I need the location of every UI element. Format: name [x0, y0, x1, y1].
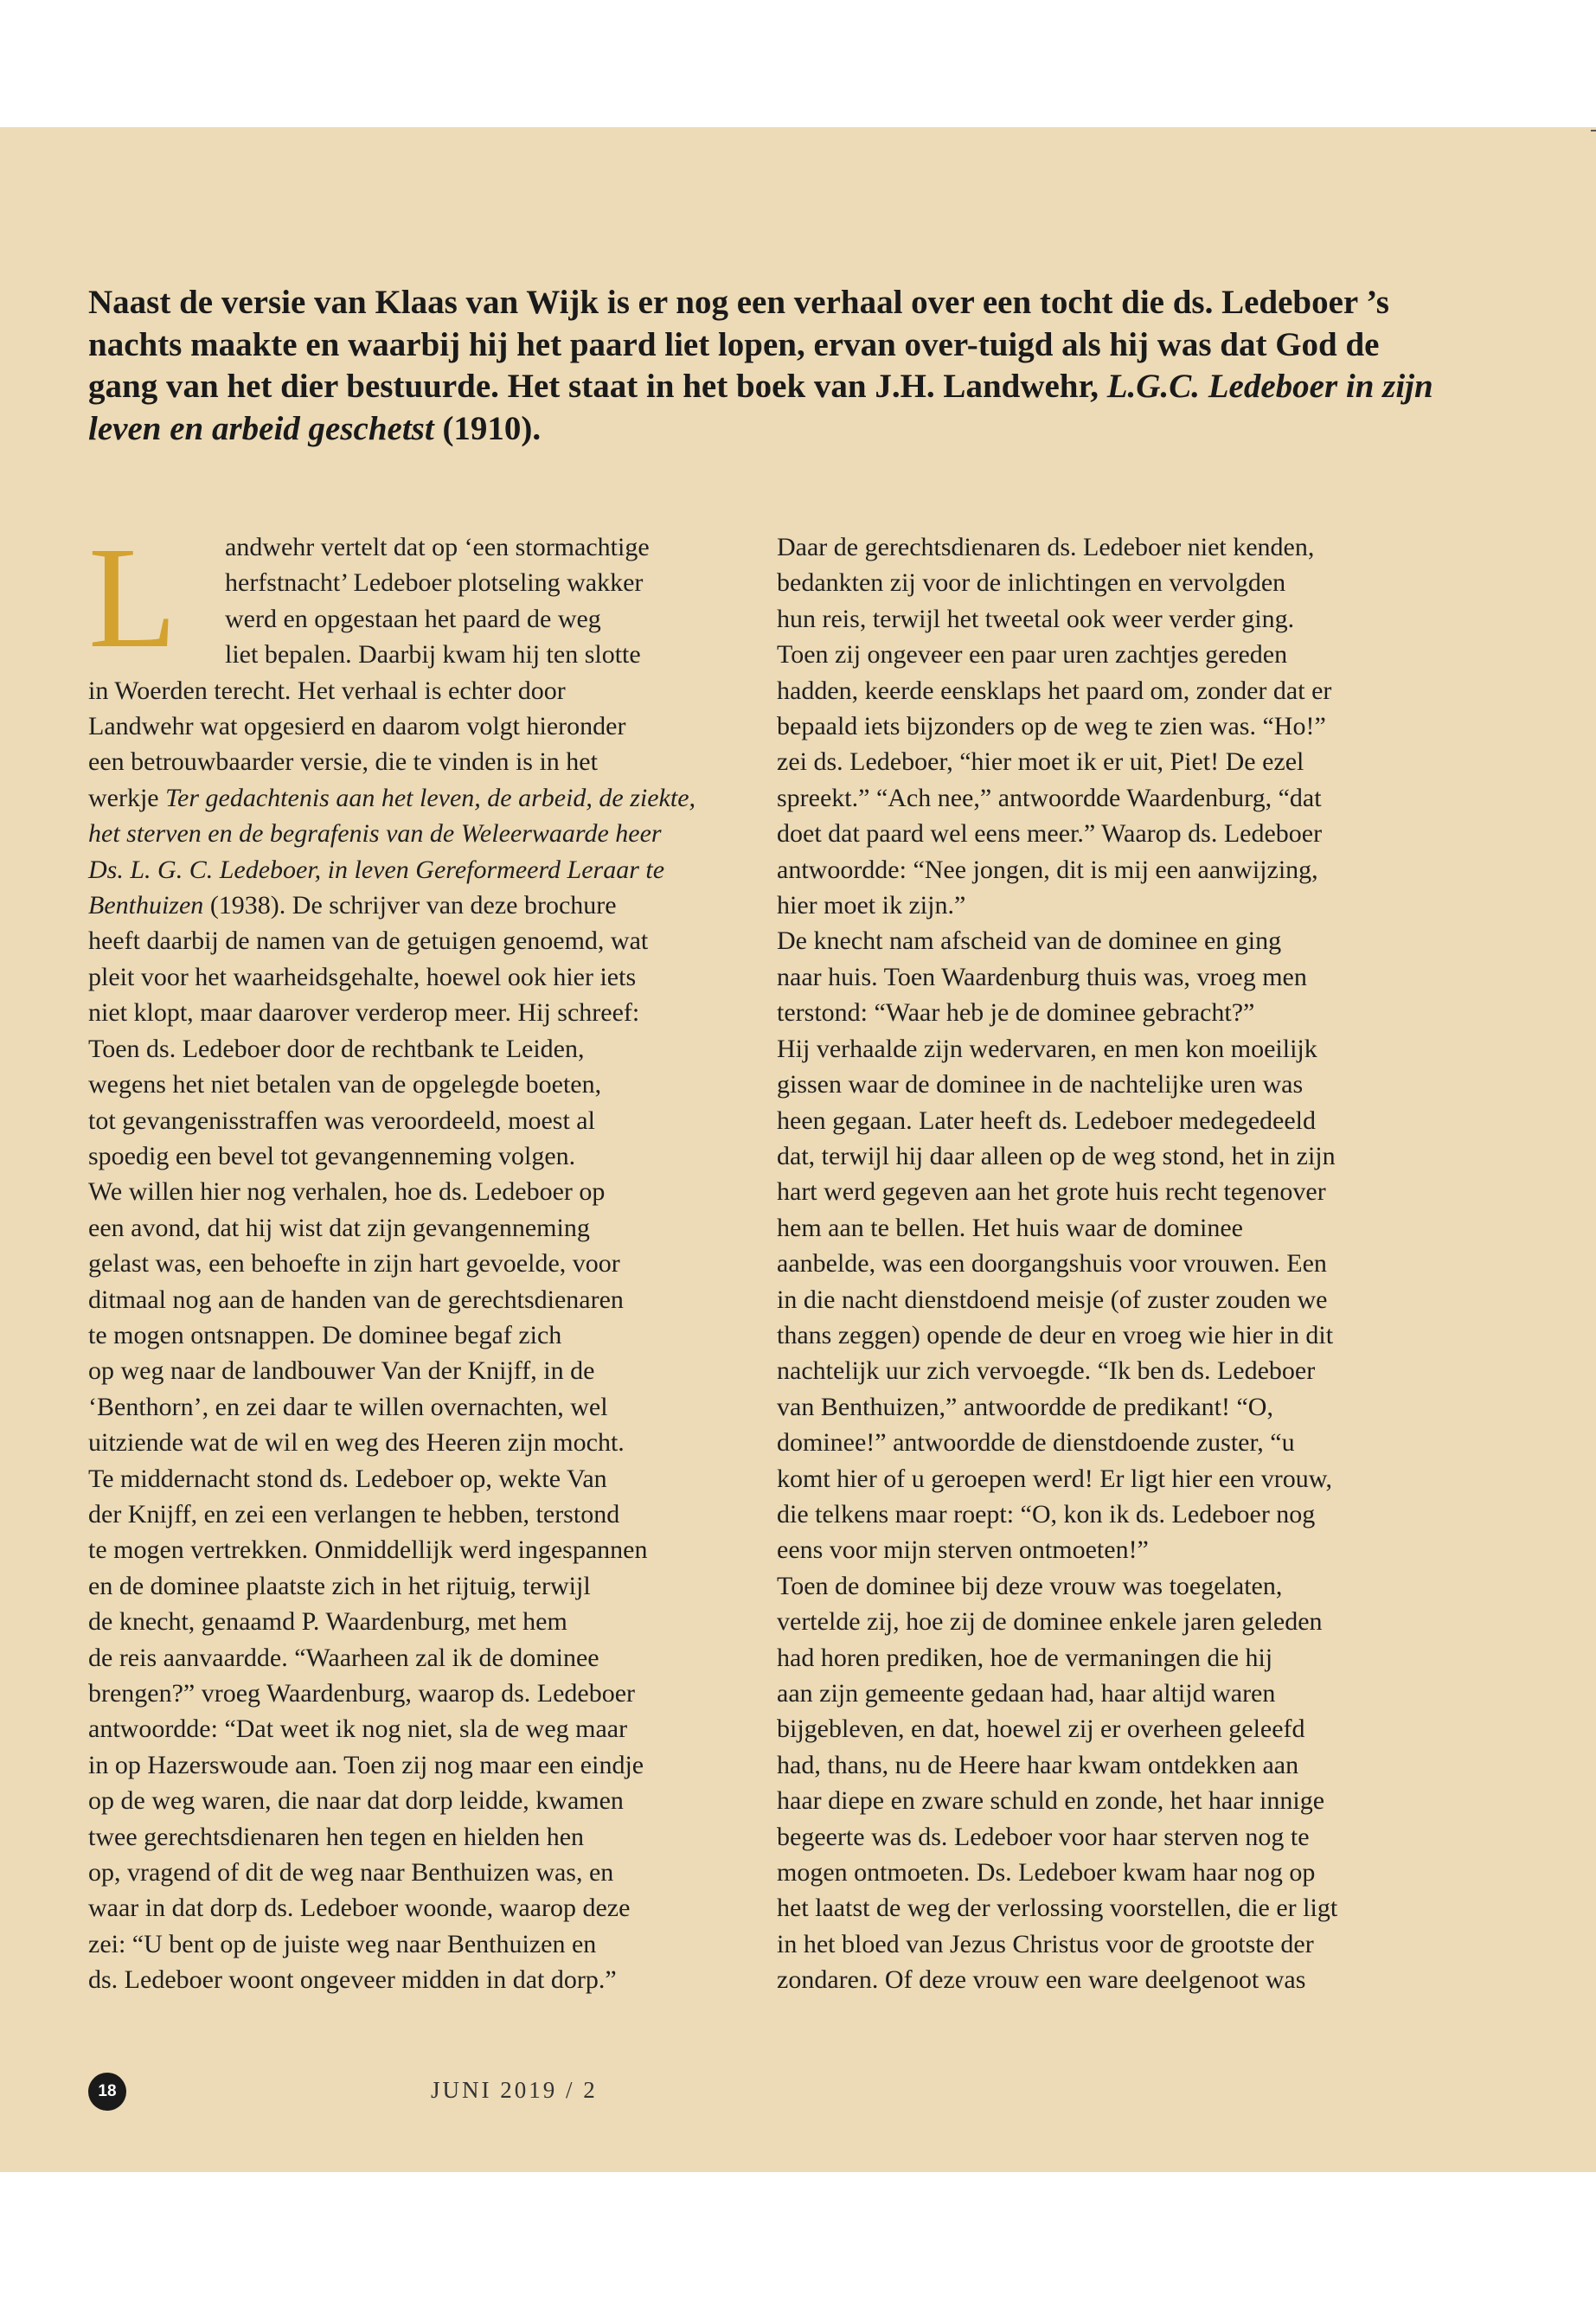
- text-line: in die nacht dienstdoend meisje (of zuster zouden we: [777, 1285, 1328, 1314]
- text-line: niet klopt, maar daarover verderop meer. Hij schreef:: [88, 998, 640, 1028]
- text-line: spoedig een bevel tot gevangenneming volgen.: [88, 1141, 576, 1170]
- text-line: wegens het niet betalen van de opgelegde boeten,: [88, 1070, 602, 1099]
- text-line: Hij verhaalde zijn wedervaren, en men kon moeilijk: [777, 1034, 1317, 1063]
- text-line: ditmaal nog aan de handen van de gerechtsdienaren: [88, 1285, 624, 1314]
- text-line: van Benthuizen,” antwoordde de predikant! “O,: [777, 1392, 1273, 1421]
- article-column-left: [88, 517, 746, 1998]
- text-line: werd en opgestaan het paard de weg: [225, 604, 601, 633]
- text-line: heeft daarbij de namen van de getuigen genoemd, wat: [88, 926, 649, 956]
- text-line: ‘Benthorn’, en zei daar te willen overnachten, wel: [88, 1392, 608, 1421]
- text-line: bedankten zij voor de inlichtingen en vervolgden: [777, 568, 1286, 598]
- brochure-title-part: Benthuizen: [88, 891, 204, 920]
- text-line: zei: “U bent op de juiste weg naar Benthuizen en: [88, 1929, 597, 1958]
- text-line: in het bloed van Jezus Christus voor de grootste der: [777, 1929, 1314, 1958]
- text-line: [88, 888, 746, 923]
- text-line: op weg naar de landbouwer Van der Knijff, in de: [88, 1356, 595, 1386]
- text-line: een avond, dat hij wist dat zijn gevangenneming: [88, 1213, 590, 1242]
- text-line: brengen?” vroeg Waardenburg, waarop ds. Ledeboer: [88, 1679, 636, 1708]
- brochure-title-part: het sterven en de begrafenis van de Weleerwaarde heer: [88, 819, 662, 849]
- text-line: Daar de gerechtsdienaren ds. Ledeboer niet kenden,: [777, 533, 1315, 561]
- text-line: zei ds. Ledeboer, “hier moet ik er uit, Piet! De ezel: [777, 747, 1304, 777]
- text-line: te mogen vertrekken. Onmiddellijk werd ingespannen: [88, 1535, 648, 1565]
- text-line: had horen prediken, hoe de vermaningen die hij: [777, 1643, 1273, 1672]
- text-line: thans zeggen) opende de deur en vroeg wie hier in dit: [777, 1320, 1334, 1349]
- text-line: en de dominee plaatste zich in het rijtuig, terwijl: [88, 1571, 591, 1600]
- text-line: Te middernacht stond ds. Ledeboer op, wekte Van: [88, 1464, 607, 1493]
- page-number-badge: 18: [88, 2073, 126, 2111]
- text-line: had, thans, nu de Heere haar kwam ontdekken aan: [777, 1750, 1299, 1779]
- text-line: te mogen ontsnappen. De dominee begaf zich: [88, 1320, 562, 1349]
- lead-paragraph: [88, 282, 1438, 450]
- text-line: herfstnacht’ Ledeboer plotseling wakker: [225, 568, 644, 598]
- brochure-title-part: Ds. L. G. C. Ledeboer, in leven Gereformeerd Leraar te: [88, 855, 665, 884]
- lead-book-title: L.G.C. Ledeboer in zijn leven en arbeid geschetst: [88, 368, 1433, 447]
- text-line: liet bepalen. Daarbij kwam hij ten slotte: [225, 640, 641, 670]
- text-line: ds. Ledeboer woont ongeveer midden in dat dorp.”: [88, 1965, 617, 1995]
- text-line: doet dat paard wel eens meer.” Waarop ds. Ledeboer: [777, 819, 1323, 849]
- text-line: heen gegaan. Later heeft ds. Ledeboer medegedeeld: [777, 1106, 1316, 1135]
- text-line: pleit voor het waarheidsgehalte, hoewel ook hier iets: [88, 962, 637, 991]
- text-line: spreekt.” “Ach nee,” antwoordde Waardenburg, “dat: [777, 783, 1322, 812]
- text-line: twee gerechtsdienaren hen tegen en hielden hen: [88, 1822, 585, 1851]
- text-span: werkje: [88, 783, 166, 812]
- text-line: de knecht, genaamd P. Waardenburg, met hem: [88, 1607, 567, 1637]
- text-line: begeerte was ds. Ledeboer voor haar sterven nog te: [777, 1822, 1310, 1851]
- text-line: [88, 816, 746, 851]
- text-line: dominee!” antwoordde de dienstdoende zuster, “u: [777, 1428, 1295, 1458]
- text-line: der Knijff, en zei een verlangen te hebben, terstond: [88, 1499, 620, 1529]
- drop-cap: L: [88, 517, 177, 678]
- text-line: op de weg waren, die naar dat dorp leidde, kwamen: [88, 1786, 624, 1816]
- text-line: aanbelde, was een doorgangshuis voor vrouwen. Een: [777, 1249, 1327, 1279]
- text-line: hem aan te bellen. Het huis waar de dominee: [777, 1213, 1243, 1242]
- text-line: uitziende wat de wil en weg des Heeren zijn mocht.: [88, 1428, 625, 1458]
- text-line: eens voor mijn sterven ontmoeten!”: [777, 1535, 1149, 1565]
- text-line: tot gevangenisstraffen was veroordeeld, moest al: [88, 1106, 595, 1135]
- text-line: dat, terwijl hij daar alleen op de weg stond, het in zijn: [777, 1141, 1336, 1170]
- text-line: bijgebleven, en dat, hoewel zij er overheen geleefd: [777, 1715, 1305, 1744]
- text-line: hart werd gegeven aan het grote huis recht tegenover: [777, 1177, 1326, 1207]
- text-line: het laatst de weg der verlossing voorstellen, die er ligt: [777, 1894, 1338, 1923]
- text-line: komt hier of u geroepen werd! Er ligt hier een vrouw,: [777, 1464, 1332, 1493]
- text-line: waar in dat dorp ds. Ledeboer woonde, waarop deze: [88, 1894, 631, 1923]
- issue-label: JUNI 2019 / 2: [431, 2077, 598, 2103]
- article-column-right: [777, 529, 1443, 1998]
- text-line: andwehr vertelt dat op ‘een stormachtige: [225, 533, 650, 561]
- crop-mark: [1591, 130, 1596, 131]
- text-line: de reis aanvaardde. “Waarheen zal ik de dominee: [88, 1643, 599, 1672]
- text-line: gissen waar de dominee in de nachtelijke uren was: [777, 1070, 1304, 1099]
- text-line: een betrouwbaarder versie, die te vinden is in het: [88, 747, 598, 777]
- text-line: naar huis. Toen Waardenburg thuis was, vroeg men: [777, 962, 1307, 991]
- text-line: hier moet ik zijn.”: [777, 891, 966, 920]
- text-line: We willen hier nog verhalen, hoe ds. Ledeboer op: [88, 1177, 606, 1207]
- text-line: aan zijn gemeente gedaan had, haar altijd waren: [777, 1679, 1276, 1708]
- text-line: [88, 780, 746, 816]
- lead-year: (1910).: [433, 409, 542, 447]
- text-line: De knecht nam afscheid van de dominee en ging: [777, 926, 1282, 956]
- text-line: hadden, keerde eensklaps het paard om, zonder dat er: [777, 676, 1332, 705]
- text-line: terstond: “Waar heb je de dominee gebracht?”: [777, 998, 1255, 1028]
- text-line: Toen zij ongeveer een paar uren zachtjes gereden: [777, 640, 1288, 670]
- text-line: die telkens maar roept: “O, kon ik ds. Ledeboer nog: [777, 1499, 1316, 1529]
- text-line: vertelde zij, hoe zij de dominee enkele jaren geleden: [777, 1607, 1323, 1637]
- text-line: [88, 852, 746, 888]
- text-line: haar diepe en zware schuld en zonde, het haar innige: [777, 1786, 1325, 1816]
- text-line: antwoordde: “Nee jongen, dit is mij een aanwijzing,: [777, 855, 1318, 884]
- text-line: gelast was, een behoefte in zijn hart gevoelde, voor: [88, 1249, 620, 1279]
- text-line: Toen de dominee bij deze vrouw was toegelaten,: [777, 1571, 1283, 1600]
- text-line: op, vragend of dit de weg naar Benthuizen was, en: [88, 1858, 614, 1888]
- text-line: hun reis, terwijl het tweetal ook weer verder ging.: [777, 604, 1295, 633]
- text-line: bepaald iets bijzonders op de weg te zien was. “Ho!”: [777, 712, 1326, 741]
- text-span: (1938). De schrijver van deze brochure: [203, 891, 617, 920]
- text-line: in Woerden terecht. Het verhaal is echter door: [88, 676, 566, 705]
- brochure-title-part: Ter gedachtenis aan het leven, de arbeid, de ziekte,: [165, 783, 696, 812]
- text-line: Toen ds. Ledeboer door de rechtbank te Leiden,: [88, 1034, 585, 1063]
- text-line: zondaren. Of deze vrouw een ware deelgenoot was: [777, 1965, 1306, 1995]
- text-line: nachtelijk uur zich vervoegde. “Ik ben ds. Ledeboer: [777, 1356, 1316, 1386]
- lead-text: Naast de versie van Klaas van Wijk is er nog een verhaal over een tocht die ds. Ledeboer ’s nachts maakte en waarbij hij het paard liet lopen, ervan over-tuigd als hij was dat God de gang van het dier bestuurde. Het staat in het boek van J.H. Landwehr,: [88, 284, 1389, 405]
- text-line: in op Hazerswoude aan. Toen zij nog maar een eindje: [88, 1750, 644, 1779]
- text-line: Landwehr wat opgesierd en daarom volgt hieronder: [88, 712, 626, 741]
- text-line: antwoordde: “Dat weet ik nog niet, sla de weg maar: [88, 1715, 628, 1744]
- text-line: mogen ontmoeten. Ds. Ledeboer kwam haar nog op: [777, 1858, 1316, 1888]
